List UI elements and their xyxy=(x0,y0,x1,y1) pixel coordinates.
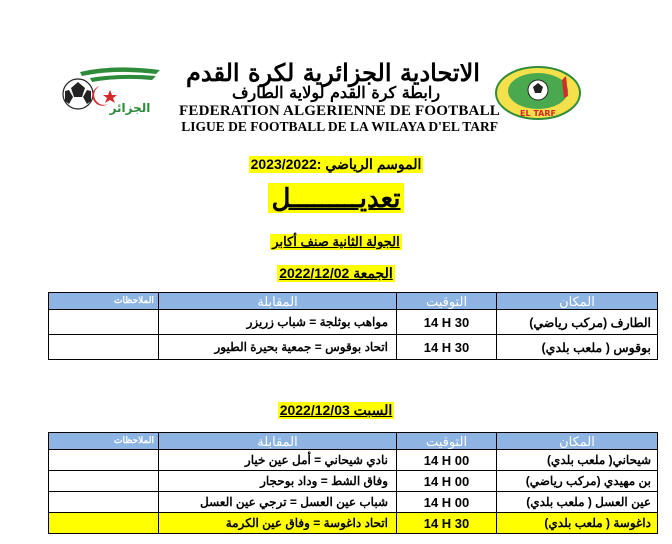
round-title: الجولة الثانية صنف أكابر xyxy=(272,234,400,249)
time-cell: 14 H 00 xyxy=(397,450,497,471)
table-header-row xyxy=(49,433,658,450)
federation-logo-text: الجزائر xyxy=(109,101,151,115)
time-cell: 14 H 00 xyxy=(397,471,497,492)
header-match: المقابلة xyxy=(159,433,397,450)
league-logo-text: EL TARF xyxy=(520,109,556,118)
header-match: المقابلة xyxy=(159,293,397,310)
table-row xyxy=(49,450,658,471)
header-notes: الملاحظات xyxy=(49,293,159,310)
place-cell: بن مهيدي (مركب رياضي) xyxy=(497,471,658,492)
match-cell: نادي شيحاني = أمل عين خيار xyxy=(159,450,397,471)
place-cell: شيحاني( ملعب بلدي) xyxy=(497,450,658,471)
table-header-row xyxy=(49,293,658,310)
day-2-schedule-table xyxy=(48,432,658,534)
table-row-highlighted xyxy=(49,513,658,534)
place-cell: داغوسة ( ملعب بلدي) xyxy=(497,513,658,534)
time-cell: 14 H 30 xyxy=(397,335,497,360)
table-row xyxy=(49,310,658,335)
header-time: التوقيت xyxy=(397,433,497,450)
modification-title-row xyxy=(0,183,672,213)
match-cell: اتحاد داغوسة = وفاق عين الكرمة xyxy=(159,513,397,534)
day-2-date: السبت 2022/12/03 xyxy=(279,402,393,418)
arabic-league-title: رابطة كرة القدم لولاية الطارف xyxy=(231,83,441,102)
place-cell: عين العسل ( ملعب بلدي) xyxy=(497,492,658,513)
time-cell: 14 H 30 xyxy=(397,310,497,335)
place-cell: بوقوس ( ملعب بلدي) xyxy=(497,335,658,360)
time-cell: 14 H 30 xyxy=(397,513,497,534)
season-title-row xyxy=(0,154,672,173)
header-notes: الملاحظات xyxy=(49,433,159,450)
notes-cell xyxy=(49,335,159,360)
french-league-title: LIGUE DE FOOTBALL DE LA WILAYA D'EL TARF xyxy=(181,119,498,134)
time-cell: 14 H 00 xyxy=(397,492,497,513)
day-1-heading-row xyxy=(0,263,672,282)
notes-cell xyxy=(49,492,159,513)
match-cell: وفاق الشط = وداد بوحجار xyxy=(159,471,397,492)
match-cell: شباب عين العسل = ترجي عين العسل xyxy=(159,492,397,513)
day-1-schedule-table xyxy=(48,292,658,360)
season-title: الموسم الرياضي :2023/2022 xyxy=(250,156,422,172)
header-place: المكان xyxy=(497,433,658,450)
day-1-date: الجمعة 2022/12/02 xyxy=(279,265,393,281)
match-cell: اتحاد بوقوس = جمعية بحيرة الطيور xyxy=(159,335,397,360)
arabic-federation-title: الاتحادية الجزائرية لكرة القدم xyxy=(186,58,480,87)
header-time: التوقيت xyxy=(397,293,497,310)
header-place: المكان xyxy=(497,293,658,310)
notes-cell xyxy=(49,450,159,471)
modification-title: تعديـــــــــل xyxy=(268,183,405,213)
table-row xyxy=(49,335,658,360)
table-row xyxy=(49,492,658,513)
match-cell: مواهب بوثلجة = شباب زريزر xyxy=(159,310,397,335)
league-logo xyxy=(494,66,582,120)
notes-cell xyxy=(49,513,159,534)
round-title-row xyxy=(0,231,672,250)
day-2-heading-row xyxy=(0,400,672,419)
table-row xyxy=(49,471,658,492)
notes-cell xyxy=(49,471,159,492)
notes-cell xyxy=(49,310,159,335)
place-cell: الطارف (مركب رياضي) xyxy=(497,310,658,335)
french-federation-title: FEDERATION ALGERIENNE DE FOOTBALL xyxy=(179,103,500,119)
